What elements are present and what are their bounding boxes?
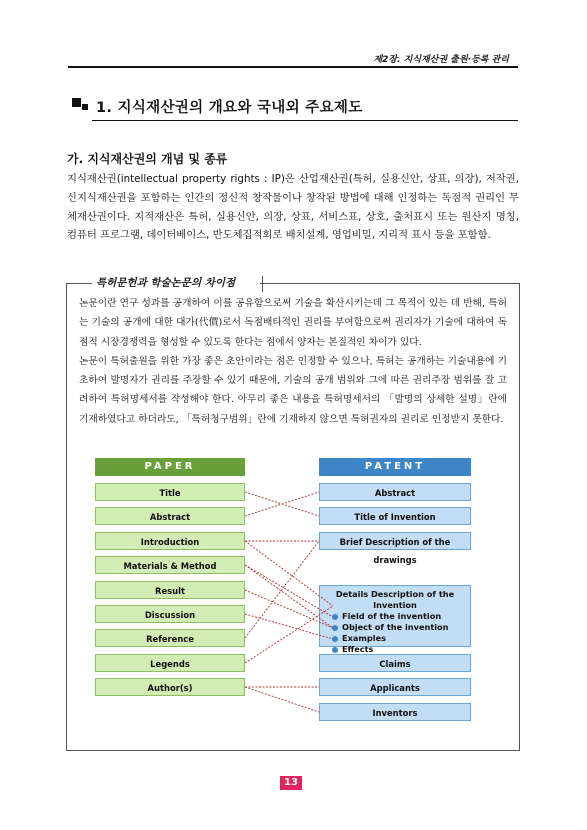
paper-heading: PAPER: [95, 458, 245, 476]
paper-item-discussion: Discussion: [95, 605, 245, 623]
details-title: Details Description of the Invention: [335, 589, 455, 610]
link-authors-to-inventors: [245, 687, 319, 712]
paper-item-title: Title: [95, 483, 245, 501]
patent-heading: PATENT: [319, 458, 471, 476]
subsection-body: 지식재산권(intellectual property rights : IP)은 산업재산권(특허, 실용신안, 상표, 의장), 저작권, 신지식재산권을 포함하는 인간의 정신적 창작물이나 창작된 방법에 대해 인정하는 독점적 권리인 무체재산권이다. 지적재산은 특허, 실용신안, 의장, 상표, 서비스표, 상호, 출처표시 또는 원산지 명칭, 컴퓨터 프로그램, 데이터베이스, 반도체집적회로 배치설계, 영업비밀, 지리적 표시 등을 포함함.: [67, 173, 519, 242]
link-discussion-to-effects: [245, 614, 333, 639]
link-materials-to-object: [245, 565, 333, 617]
link-legends-to-field: [245, 606, 333, 663]
paper-item-authors: Author(s): [95, 678, 245, 696]
box-paragraph-1: 논문이란 연구 성과를 공개하여 이를 공유함으로써 기술을 확산시키는데 그 목적이 있는 데 반해, 특허는 기술의 공개에 대한 대가(代價)로서 독점배타적인 권리를 부여함으로써 권리자가 기술에 대하여 독점적 시장경쟁력을 형성할 수 있도록 한다는 점에서 양자는 본질적인 차이가 있다.: [79, 298, 507, 348]
link-reference-to-brief-description: [245, 541, 319, 638]
paper-item-legends: Legends: [95, 654, 245, 672]
box-title: 특허문헌과 학술논문의 차이점: [96, 277, 236, 289]
subsection-title: 가. 지식재산권의 개념 및 종류: [67, 152, 228, 166]
details-item-examples: Examples: [320, 633, 470, 644]
box-paragraph-2: 논문이 특허출원을 위한 가장 좋은 초안이라는 점은 인정할 수 있으나, 특허는 공개하는 기술내용에 기초하여 발명자가 권리를 주장할 수 있기 때문에, 기술의 공개 범위와 그에 따른 권리주장 범위를 잘 고려하여 특허명세서를 작성해야 한다. 아무리 좋은 내용을 특허명세서의 「발명의 상세한 설명」란에 기재하였다고 하더라도, 「특허청구범위」란에 기재하지 않으면 특허권자의 권리로 인정받지 못한다.: [79, 355, 507, 425]
section-title: 1. 지식재산권의 개요와 국내외 주요제도: [96, 100, 363, 116]
paper-item-result: Result: [95, 581, 245, 599]
patent-item-abstract: Abstract: [319, 483, 471, 501]
patent-item-inventors: Inventors: [319, 703, 471, 721]
patent-item-brief-description: Brief Description of the drawings: [319, 532, 471, 550]
details-item-object: Object of the invention: [320, 622, 470, 633]
patent-item-applicants: Applicants: [319, 678, 471, 696]
patent-item-title-of-invention: Title of Invention: [319, 507, 471, 525]
paper-item-abstract: Abstract: [95, 507, 245, 525]
chapter-header: 제2장. 지식재산권 출원·등록 관리: [373, 55, 509, 65]
paper-item-reference: Reference: [95, 629, 245, 647]
details-item-effects: Effects: [320, 644, 470, 655]
link-materials-to-examples: [245, 565, 333, 628]
paper-item-materials-method: Materials & Method: [95, 556, 245, 574]
details-item-field: Field of the invention: [320, 611, 470, 622]
paper-item-introduction: Introduction: [95, 532, 245, 550]
page-number: 13: [280, 776, 302, 790]
patent-item-claims: Claims: [319, 654, 471, 672]
